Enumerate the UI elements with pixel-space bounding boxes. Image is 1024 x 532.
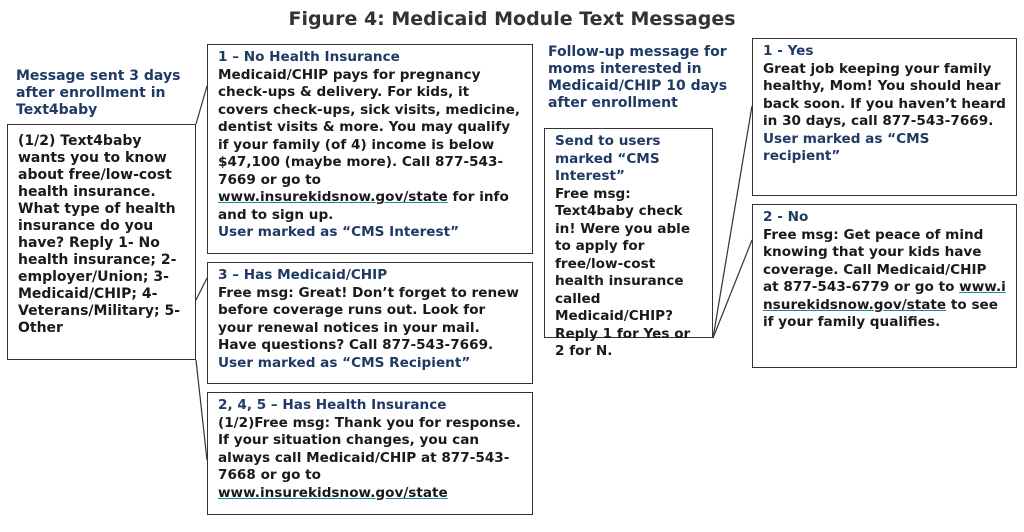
box-has-health-insurance	[207, 392, 533, 515]
yes-footer: User marked as “CMS recipient”	[763, 130, 930, 164]
has-medicaid-body: Free msg: Great! Don’t forget to renew before coverage runs out. Look for your renewal notices in your mail. Have questions? Call 877-543-7669.	[218, 284, 519, 353]
label-followup-message: Follow-up message for moms interested in Medicaid/CHIP 10 days after enrollment	[548, 44, 728, 111]
initial-message-text: (1/2) Text4baby wants you to know about free/low-cost health insurance. What type of health insurance do you have? Reply 1- No health insurance; 2-employer/Union; 3-Medicaid/CHIP; 4-Veterans/Military; 5-Other	[18, 133, 181, 336]
label-initial-message: Message sent 3 days after enrollment in Text4baby	[16, 68, 181, 118]
has-insurance-link-line	[218, 485, 522, 503]
yes-body: Great job keeping your family healthy, Mom! You should hear back soon. If you haven’t heard in 30 days, call 877-543-7669.	[763, 60, 1006, 129]
no-body	[763, 227, 1006, 332]
has-insurance-body: (1/2)Free msg: Thank you for response. If your situation changes, you can always call Medicaid/CHIP at 877-543-7668 or go to	[218, 414, 521, 483]
connector-initial-to-no-insurance	[196, 86, 207, 124]
has-medicaid-header: 3 – Has Medicaid/CHIP	[218, 267, 388, 283]
no-link[interactable]: www.insurekidsnow.gov/state	[763, 279, 1006, 313]
box-no-health-insurance	[207, 44, 533, 254]
has-insurance-link[interactable]: www.insurekidsnow.gov/state	[218, 484, 448, 501]
box-yes-response	[752, 38, 1017, 196]
no-header: 2 - No	[763, 209, 809, 225]
box-initial-message	[7, 124, 196, 360]
no-insurance-body	[218, 67, 522, 225]
followup-header: Send to users marked “CMS Interest”	[555, 133, 661, 184]
connector-initial-to-has-medicaid	[196, 278, 207, 300]
has-medicaid-footer: User marked as “CMS Recipient”	[218, 354, 471, 371]
figure-title: Figure 4: Medicaid Module Text Messages	[288, 8, 736, 30]
has-insurance-header: 2, 4, 5 – Has Health Insurance	[218, 397, 447, 413]
box-no-response	[752, 204, 1017, 368]
followup-body: Free msg: Text4baby check in! Were you able to apply for free/low-cost health insurance called Medicaid/CHIP? Reply 1 for Yes or 2 for N.	[555, 185, 691, 359]
box-followup-message	[544, 128, 713, 359]
no-insurance-header: 1 – No Health Insurance	[218, 49, 400, 65]
no-insurance-body-text: Medicaid/CHIP pays for pregnancy check-ups & delivery. For kids, it covers check-ups, sick visits, medicine, dentist visits & more. You may qualify if your family (of 4) income is below $47,100 (maybe more). Call 877-543-7669 or go to	[218, 66, 520, 188]
yes-header: 1 - Yes	[763, 43, 814, 59]
no-insurance-link[interactable]: www.insurekidsnow.gov/state	[218, 189, 448, 205]
no-body-text: Free msg: Get peace of mind knowing that your kids have coverage. Call Medicaid/CHIP at 877-543-6779 or go to	[763, 226, 987, 295]
box-has-medicaid-chip	[207, 262, 533, 384]
no-insurance-body-tail: for info and to sign up.	[218, 189, 509, 223]
no-insurance-footer: User marked as “CMS Interest”	[218, 224, 460, 240]
no-body-tail: to see if your family qualifies.	[763, 296, 998, 330]
connector-initial-to-has-insurance	[196, 360, 207, 460]
connector-followup-to-yes	[713, 106, 752, 338]
connector-followup-to-no	[713, 240, 752, 338]
